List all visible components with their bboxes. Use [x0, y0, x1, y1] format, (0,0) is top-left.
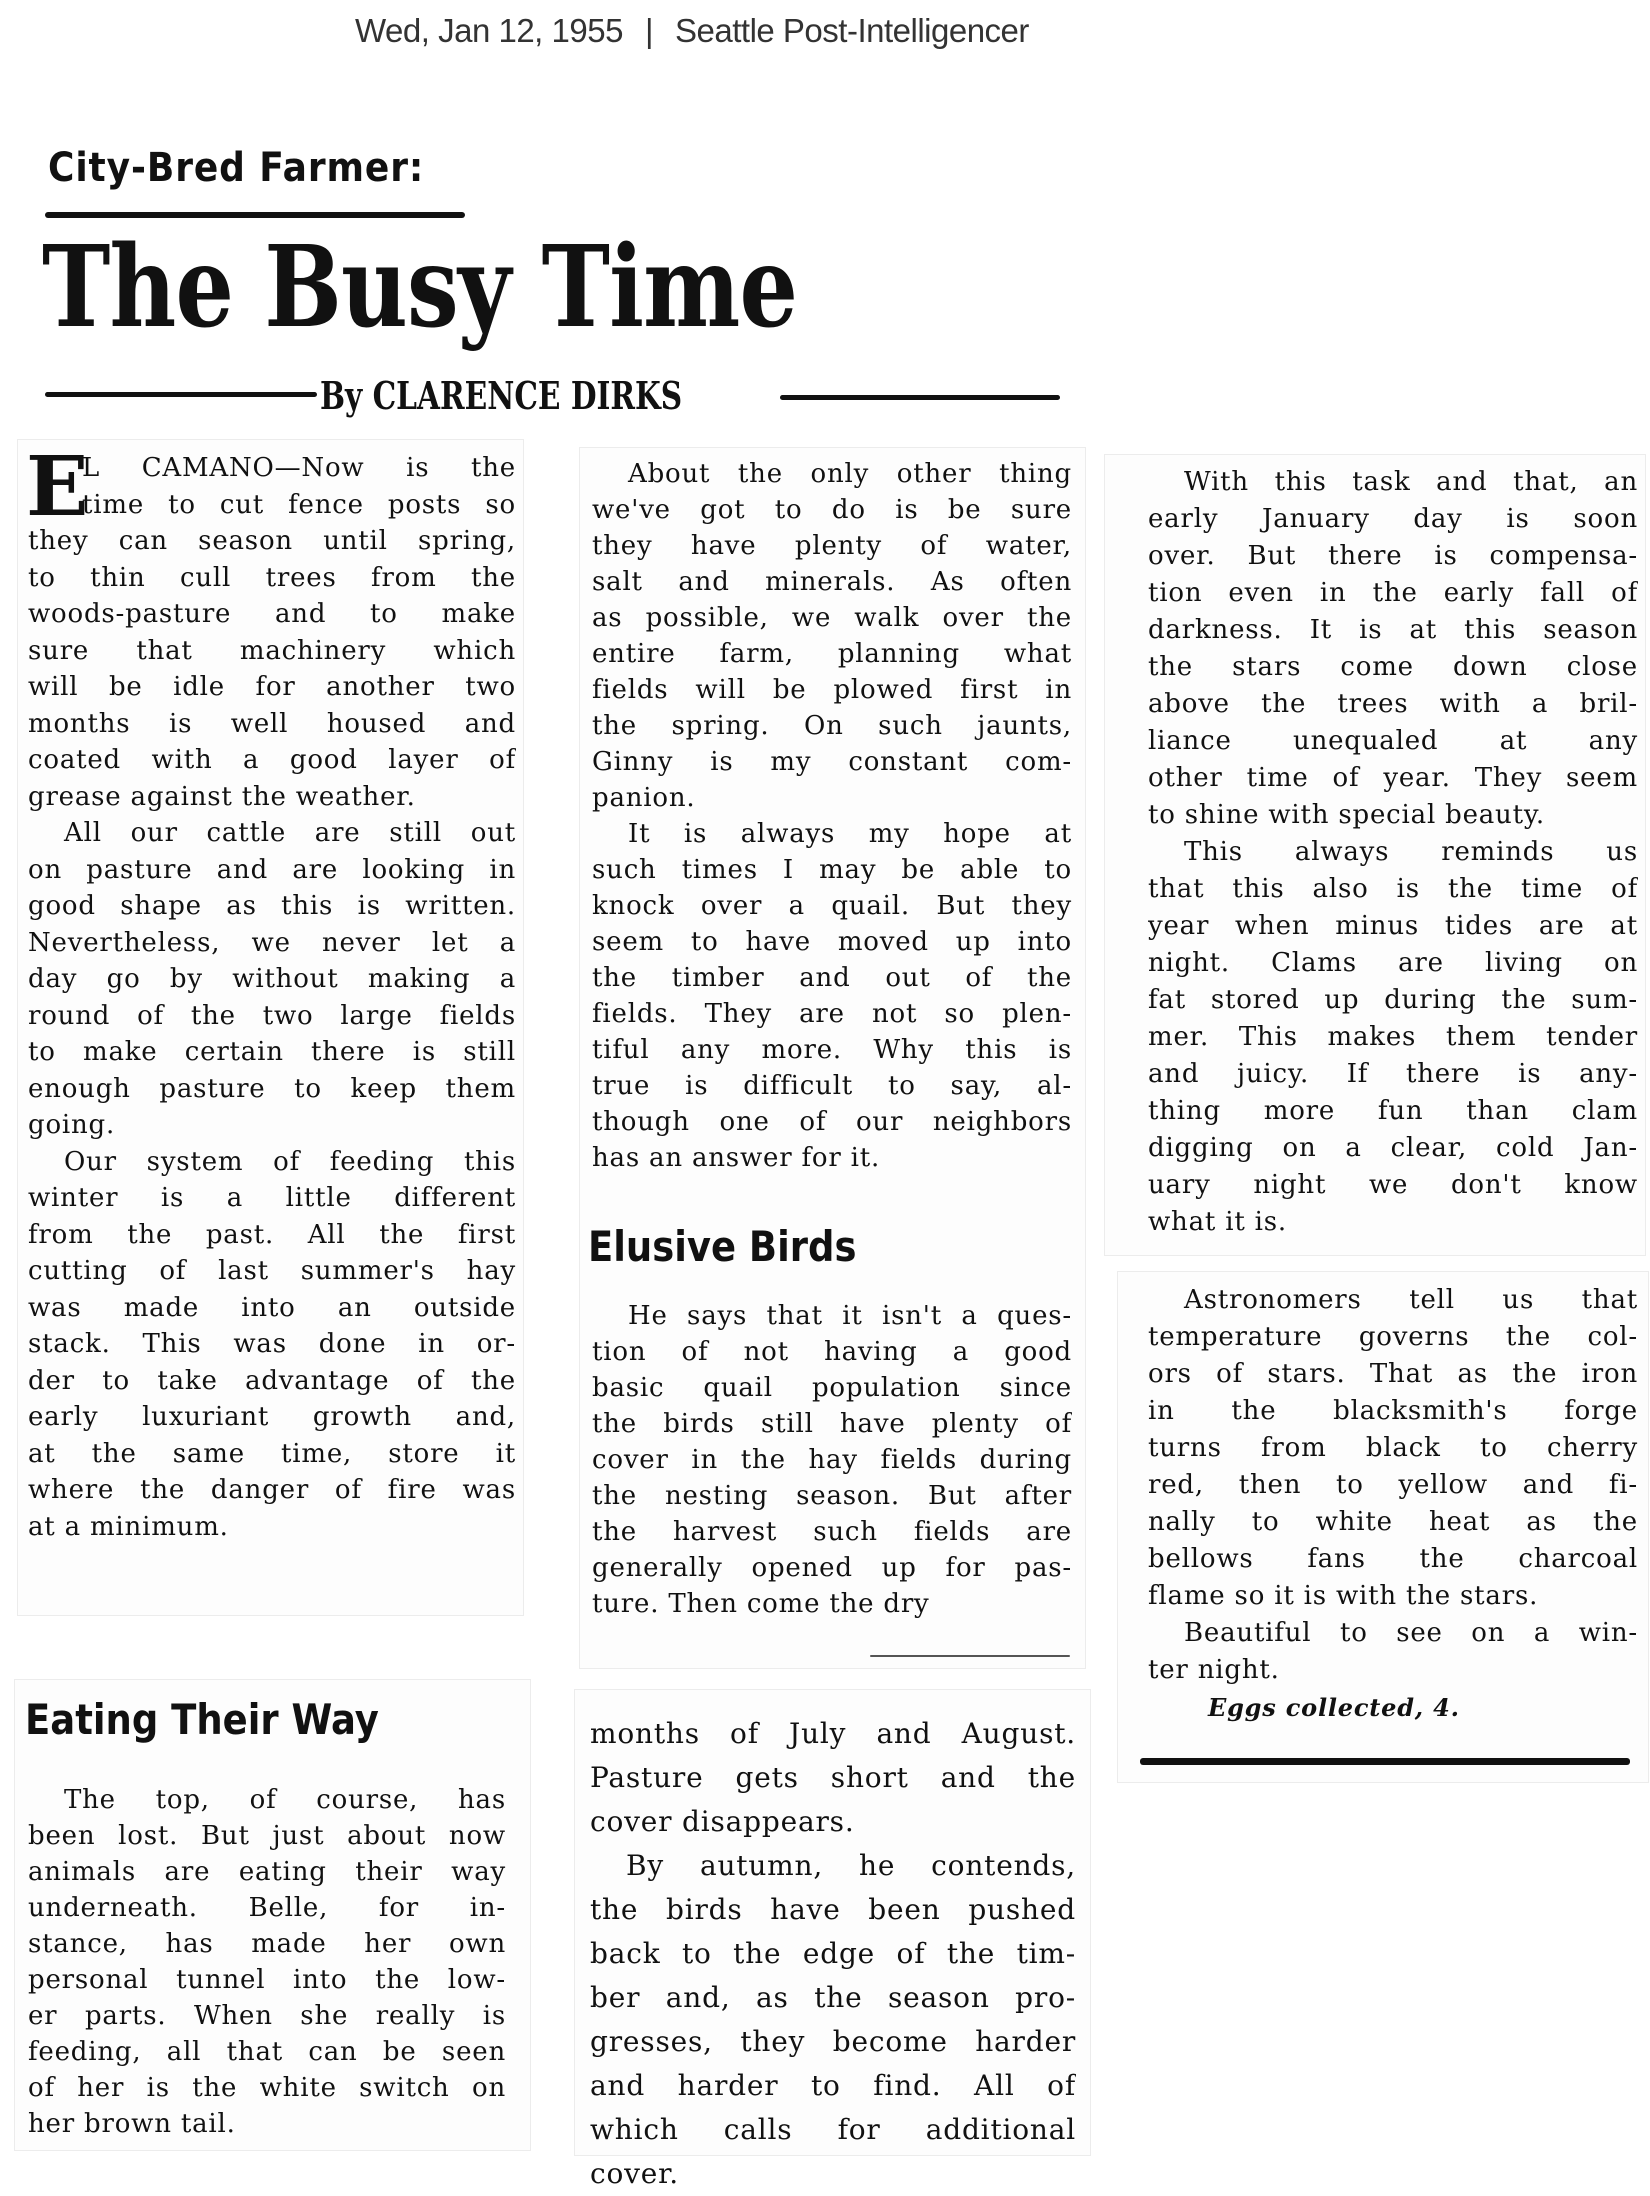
text-line: generally opened up for pas- — [592, 1553, 1072, 1583]
column-2-continued — [590, 1712, 1076, 2196]
text-line: back to the edge of the tim- — [590, 1937, 1076, 1970]
byline-rule-left — [45, 392, 317, 397]
column-1 — [26, 439, 516, 1545]
byline-rule-right — [780, 395, 1060, 400]
paragraph — [28, 1782, 506, 2142]
paragraph — [28, 1144, 516, 1546]
kicker-rule — [45, 212, 465, 218]
text-line: red, then to yellow and fi- — [1148, 1470, 1638, 1500]
text-line: flame so it is with the stars. — [1148, 1581, 1539, 1611]
text-line: early luxuriant growth and, — [28, 1402, 516, 1432]
text-line: the nesting season. But after — [592, 1481, 1072, 1511]
subhead-eating-their-way: Eating Their Way — [25, 1695, 379, 1744]
text-line: ber and, as the season pro- — [590, 1981, 1076, 2014]
text-line: All our cattle are still out — [64, 818, 516, 848]
text-line: It is always my hope at — [628, 819, 1072, 849]
text-line: day go by without making a — [28, 964, 516, 994]
column-2-end-rule — [870, 1655, 1070, 1657]
text-line: gresses, they become harder — [590, 2025, 1076, 2058]
kicker: City-Bred Farmer: — [48, 145, 425, 191]
text-line: underneath. Belle, for in- — [28, 1893, 506, 1923]
text-line: at a minimum. — [28, 1511, 229, 1542]
text-line: at the same time, store it — [28, 1438, 516, 1469]
text-line: such times I may be able to — [592, 855, 1072, 885]
text-line: good shape as this is written. — [28, 891, 516, 921]
text-line: grease against the weather. — [28, 781, 416, 812]
text-line: darkness. It is at this season — [1148, 615, 1638, 645]
column-3-stars — [1148, 1282, 1638, 1726]
text-line: This always reminds us — [1184, 837, 1638, 867]
text-line: to make certain there is still — [28, 1037, 516, 1067]
text-line: that this also is the time of — [1148, 874, 1638, 904]
text-line: sure that machinery which — [28, 635, 516, 666]
paragraph — [590, 1712, 1076, 1844]
paragraph — [28, 450, 516, 815]
text-line: cover in the hay fields during — [592, 1445, 1072, 1475]
text-line: bellows fans the charcoal — [1148, 1544, 1638, 1574]
text-line: her brown tail. — [28, 2109, 236, 2139]
text-line: going. — [28, 1110, 116, 1140]
text-line: basic quail population since — [592, 1373, 1072, 1403]
text-line: months is well housed and — [28, 708, 516, 739]
text-line: other time of year. They seem — [1148, 763, 1638, 793]
text-line: ter night. — [1148, 1655, 1280, 1685]
paragraph — [1148, 1282, 1638, 1615]
text-line: liance unequaled at any — [1148, 726, 1638, 756]
text-line: seem to have moved up into — [592, 927, 1072, 957]
text-line: though one of our neighbors — [592, 1107, 1072, 1137]
text-line: thing more fun than clam — [1148, 1096, 1638, 1126]
text-line: fields. They are not so plen- — [592, 999, 1072, 1029]
text-line: cover. — [590, 2157, 679, 2190]
source-publication: Seattle Post-Intelligencer — [675, 12, 1029, 49]
text-line: With this task and that, an — [1184, 467, 1638, 497]
text-line: cover disappears. — [590, 1805, 855, 1838]
text-line: the harvest such fields are — [592, 1517, 1072, 1547]
source-line — [355, 12, 1029, 50]
text-line: uary night we don't know — [1148, 1170, 1638, 1200]
article-end-rule — [1140, 1758, 1630, 1765]
paragraph — [590, 1844, 1076, 2196]
text-line: to thin cull trees from the — [28, 562, 516, 593]
text-line: to shine with special beauty. — [1148, 800, 1545, 830]
text-line: mer. This makes them tender — [1148, 1022, 1638, 1052]
text-line: coated with a good layer of — [28, 745, 516, 775]
source-separator: | — [644, 12, 654, 49]
text-line: which calls for additional — [590, 2113, 1076, 2146]
headline: The Busy Time — [42, 222, 798, 353]
text-line: round of the two large fields — [28, 1000, 516, 1031]
text-line: on pasture and are looking in — [28, 854, 516, 885]
text-line: enough pasture to keep them — [28, 1073, 516, 1104]
eggs-collected: Eggs collected, 4. — [1208, 1693, 1460, 1722]
text-line: been lost. But just about now — [28, 1821, 506, 1851]
text-line: has an answer for it. — [592, 1143, 881, 1173]
text-line: Ginny is my constant com- — [592, 747, 1072, 777]
text-line: months of July and August. — [590, 1717, 1076, 1750]
text-line: der to take advantage of the — [28, 1365, 516, 1396]
text-line: personal tunnel into the low- — [28, 1965, 506, 1995]
text-line: animals are eating their way — [28, 1857, 506, 1887]
byline: By CLARENCE DIRKS — [320, 373, 683, 418]
text-line: Nevertheless, we never let a — [28, 927, 516, 958]
source-date: Wed, Jan 12, 1955 — [355, 12, 623, 49]
text-line: Our system of feeding this — [64, 1146, 516, 1177]
text-line: turns from black to cherry — [1148, 1433, 1638, 1463]
paragraph — [592, 456, 1072, 816]
text-line: as possible, we walk over the — [592, 603, 1072, 633]
text-line: knock over a quail. But they — [592, 891, 1072, 921]
text-line: cutting of last summer's hay — [28, 1256, 516, 1286]
text-line: ors of stars. That as the iron — [1148, 1359, 1638, 1389]
text-line: fields will be plowed first in — [592, 675, 1072, 705]
text-line: stack. This was done in or- — [28, 1329, 516, 1359]
text-line: woods-pasture and to make — [28, 599, 516, 629]
text-line: in the blacksmith's forge — [1148, 1396, 1638, 1426]
text-line: night. Clams are living on — [1148, 948, 1638, 978]
text-line: He says that it isn't a ques- — [628, 1301, 1072, 1331]
text-line: year when minus tides are at — [1148, 911, 1638, 941]
text-line: where the danger of fire was — [28, 1475, 516, 1505]
text-line: the timber and out of the — [592, 963, 1072, 993]
paragraph — [1148, 1615, 1638, 1689]
text-line: salt and minerals. As often — [592, 567, 1072, 597]
text-line: entire farm, planning what — [592, 639, 1072, 669]
text-line: er parts. When she really is — [28, 2001, 506, 2031]
text-line: the birds have been pushed — [590, 1893, 1076, 1926]
text-line: The top, of course, has — [64, 1785, 506, 1815]
text-line: we've got to do is be sure — [592, 495, 1072, 525]
text-line: L CAMANO—Now is the — [82, 453, 516, 483]
paragraph — [28, 815, 516, 1144]
paragraph — [592, 816, 1072, 1176]
paragraph — [592, 1298, 1072, 1622]
text-line: the spring. On such jaunts, — [592, 711, 1072, 741]
text-line: nally to white heat as the — [1148, 1507, 1638, 1537]
text-line: from the past. All the first — [28, 1219, 516, 1250]
text-line: tiful any more. Why this is — [592, 1035, 1072, 1065]
text-line: and harder to find. All of — [590, 2069, 1076, 2102]
text-line: About the only other thing — [628, 459, 1072, 489]
text-line: true is difficult to say, al- — [592, 1071, 1072, 1101]
subhead-elusive-birds: Elusive Birds — [588, 1222, 857, 1271]
paragraph — [1148, 464, 1638, 834]
text-line: over. But there is compensa- — [1148, 541, 1638, 571]
text-line: will be idle for another two — [28, 672, 516, 702]
text-line: temperature governs the col- — [1148, 1322, 1638, 1352]
text-line: ture. Then come the dry — [592, 1589, 930, 1619]
text-line: early January day is soon — [1148, 504, 1638, 534]
column-2 — [592, 456, 1072, 1176]
text-line: panion. — [592, 783, 696, 813]
text-line: Beautiful to see on a win- — [1184, 1618, 1638, 1648]
column-3 — [1148, 464, 1638, 1241]
text-line: digging on a clear, cold Jan- — [1148, 1133, 1638, 1163]
drop-cap: E — [26, 439, 90, 535]
text-line: winter is a little different — [28, 1183, 516, 1213]
text-line: of her is the white switch on — [28, 2073, 506, 2103]
text-line: the birds still have plenty of — [592, 1409, 1072, 1439]
text-line: above the trees with a bril- — [1148, 689, 1638, 719]
text-line: stance, has made her own — [28, 1929, 506, 1959]
text-line: and juicy. If there is any- — [1148, 1059, 1638, 1089]
text-line: they have plenty of water, — [592, 531, 1072, 561]
text-line: what it is. — [1148, 1207, 1287, 1237]
text-line: By autumn, he contends, — [626, 1849, 1076, 1882]
text-line: Astronomers tell us that — [1184, 1285, 1638, 1315]
text-line: they can season until spring, — [28, 526, 516, 556]
column-2-birds — [592, 1298, 1072, 1622]
text-line: tion even in the early fall of — [1148, 578, 1638, 608]
text-line: fat stored up during the sum- — [1148, 985, 1638, 1015]
paragraph — [1148, 834, 1638, 1241]
text-line: was made into an outside — [28, 1292, 516, 1323]
column-1-eating — [28, 1782, 506, 2142]
text-line: time to cut fence posts so — [82, 489, 516, 520]
text-line: Pasture gets short and the — [590, 1761, 1076, 1794]
text-line: feeding, all that can be seen — [28, 2037, 506, 2067]
text-line: the stars come down close — [1148, 652, 1638, 682]
text-line: tion of not having a good — [592, 1337, 1072, 1367]
